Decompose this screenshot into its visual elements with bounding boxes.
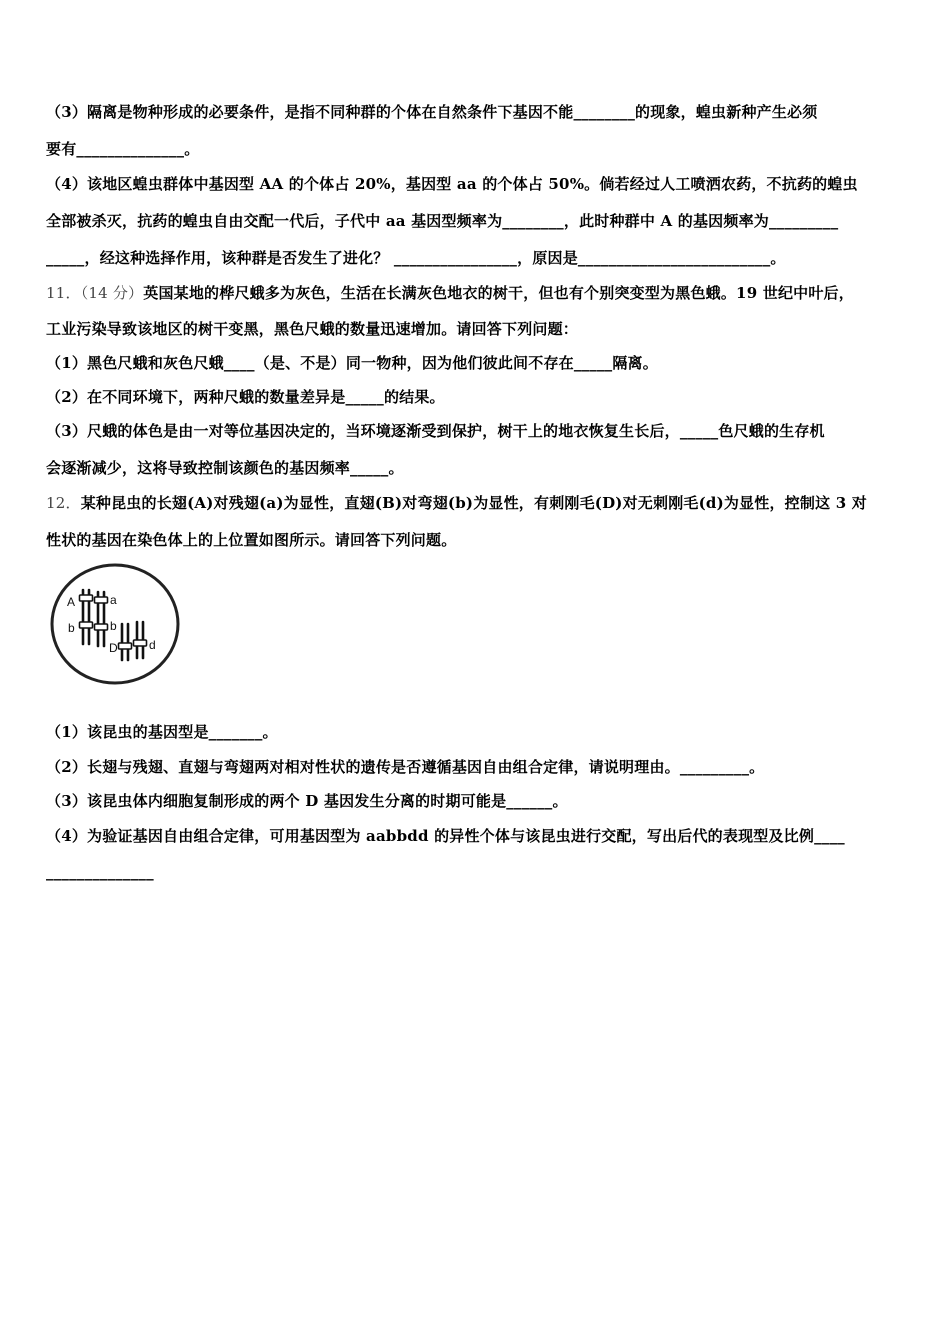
q12-part1: （1）该昆虫的基因型是_______。 <box>46 723 278 741</box>
q11-part3-line2: 会逐渐减少，这将导致控制该颜色的基因频率_____。 <box>46 459 404 477</box>
q12-part4-line1: （4）为验证基因自由组合定律，可用基因型为 aabbdd 的异性个体与该昆虫进行交配，写出后代的表现型及比例____ <box>46 827 845 845</box>
q12-stem-line2: 性状的基因在染色体上的上位置如图所示。请回答下列问题。 <box>46 531 457 549</box>
q11-points: （14 分） <box>80 284 144 302</box>
label-d: d <box>149 638 156 652</box>
q11-stem-text: 英国某地的桦尺蛾多为灰色，生活在长满灰色地衣的树干，但也有个别突变型为黑色蛾。19 世纪中叶后， <box>143 284 854 302</box>
q12-number: 12． <box>46 494 81 512</box>
label-b-right: b <box>110 619 117 633</box>
q11-stem-line1 <box>46 283 854 303</box>
q12-part4-line2: ______________ <box>46 863 154 881</box>
chromosome-diagram <box>48 562 182 686</box>
q12-stem-line1 <box>46 493 867 513</box>
q10-part4-line3: _____，经这种选择作用，该种群是否发生了进化？ ________________，原因是_________________________。 <box>46 249 786 267</box>
q12-part3: （3）该昆虫体内细胞复制形成的两个 D 基因发生分离的时期可能是______。 <box>46 792 568 810</box>
q11-part1: （1）黑色尺蛾和灰色尺蛾____（是、不是）同一物种，因为他们彼此间不存在_____隔离。 <box>46 354 658 372</box>
q11-part3-line1: （3）尺蛾的体色是由一对等位基因决定的，当环境逐渐受到保护，树干上的地衣恢复生长后，_____色尺蛾的生存机 <box>46 422 825 440</box>
q10-part3-line1: （3）隔离是物种形成的必要条件，是指不同种群的个体在自然条件下基因不能________的现象，蝗虫新种产生必须 <box>46 103 818 121</box>
q11-stem-line2: 工业污染导致该地区的树干变黑，黑色尺蛾的数量迅速增加。请回答下列问题： <box>46 320 579 338</box>
q11-part2: （2）在不同环境下，两种尺蛾的数量差异是_____的结果。 <box>46 388 445 406</box>
q10-part3-line2: 要有______________。 <box>46 140 200 158</box>
label-a: a <box>110 593 117 607</box>
label-b-left: b <box>68 621 75 635</box>
q10-part4-line2: 全部被杀灭，抗药的蝗虫自由交配一代后，子代中 aa 基因型频率为________，此时种群中 A 的基因频率为_________ <box>46 212 839 230</box>
label-A: A <box>67 595 76 609</box>
q12-stem-text: 某种昆虫的长翅(A)对残翅(a)为显性，直翅(B)对弯翅(b)为显性，有刺刚毛(D)对无刺刚毛(d)为显性，控制这 3 对 <box>80 494 867 512</box>
q12-part2: （2）长翅与残翅、直翅与弯翅两对相对性状的遗传是否遵循基因自由组合定律，请说明理由。_________。 <box>46 758 765 776</box>
q10-part4-line1: （4）该地区蝗虫群体中基因型 AA 的个体占 20%，基因型 aa 的个体占 50%。倘若经过人工喷洒农药，不抗药的蝗虫 <box>46 175 858 193</box>
label-D: D <box>109 641 118 655</box>
q11-number: 11． <box>46 284 81 302</box>
